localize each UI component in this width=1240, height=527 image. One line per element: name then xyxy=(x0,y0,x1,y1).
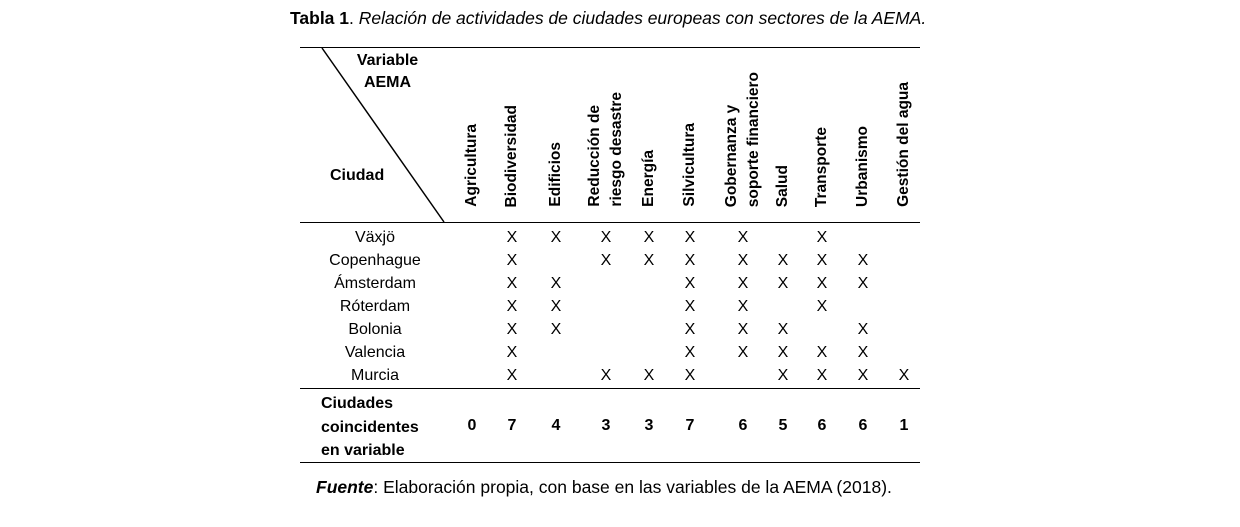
cell-mark: X xyxy=(898,367,910,384)
cell-mark: X xyxy=(506,367,518,384)
column-header: Edificios xyxy=(547,142,564,207)
cell-mark: X xyxy=(506,321,518,338)
column-header: Urbanismo xyxy=(854,126,871,207)
table-source xyxy=(316,477,892,498)
cell-mark: X xyxy=(737,321,749,338)
cell-mark: X xyxy=(684,321,696,338)
total-value: 5 xyxy=(778,417,788,434)
total-value: 0 xyxy=(467,417,477,434)
total-value: 6 xyxy=(858,417,868,434)
cell-mark: X xyxy=(816,275,828,292)
cell-mark: X xyxy=(550,298,562,315)
cell-mark: X xyxy=(857,367,869,384)
row-city-name: Ámsterdam xyxy=(334,275,416,292)
column-header: Gestión del agua xyxy=(895,82,912,207)
cell-mark: X xyxy=(550,229,562,246)
row-city-name: Murcia xyxy=(350,367,399,384)
column-header: Silvicultura xyxy=(681,123,698,207)
cell-mark: X xyxy=(777,344,789,361)
column-header: Gobernanza y soporte financiero xyxy=(723,71,762,207)
city-header: Ciudad xyxy=(330,167,385,184)
total-value: 4 xyxy=(551,417,561,434)
column-header: Transporte xyxy=(813,126,830,207)
cell-mark: X xyxy=(737,252,749,269)
total-value: 1 xyxy=(899,417,909,434)
cell-mark: X xyxy=(777,252,789,269)
row-city-name: Róterdam xyxy=(339,298,411,315)
row-city-name: Valencia xyxy=(344,344,406,361)
cell-mark: X xyxy=(643,229,655,246)
cell-mark: X xyxy=(600,229,612,246)
total-value: 6 xyxy=(817,417,827,434)
total-value: 3 xyxy=(644,417,654,434)
row-city-name: Växjö xyxy=(354,229,396,246)
row-city-name: Bolonia xyxy=(348,321,402,338)
source-label: Fuente xyxy=(316,477,374,497)
cell-mark: X xyxy=(816,229,828,246)
cell-mark: X xyxy=(777,367,789,384)
cell-mark: X xyxy=(737,298,749,315)
table-number: Tabla 1 xyxy=(290,8,350,28)
cell-mark: X xyxy=(737,229,749,246)
cell-mark: X xyxy=(857,344,869,361)
cell-mark: X xyxy=(816,367,828,384)
cell-mark: X xyxy=(506,344,518,361)
cell-mark: X xyxy=(506,298,518,315)
total-value: 3 xyxy=(601,417,611,434)
cell-mark: X xyxy=(600,367,612,384)
cell-mark: X xyxy=(550,275,562,292)
cell-mark: X xyxy=(857,275,869,292)
cell-mark: X xyxy=(506,275,518,292)
cell-mark: X xyxy=(506,252,518,269)
cell-mark: X xyxy=(643,367,655,384)
cell-mark: X xyxy=(816,344,828,361)
cell-mark: X xyxy=(684,229,696,246)
cell-mark: X xyxy=(777,275,789,292)
caption-separator: . xyxy=(349,8,359,28)
cell-mark: X xyxy=(737,275,749,292)
cell-mark: X xyxy=(684,275,696,292)
total-value: 6 xyxy=(738,417,748,434)
cell-mark: X xyxy=(506,229,518,246)
table-title: Relación de actividades de ciudades europeas con sectores de la AEMA. xyxy=(358,8,927,28)
column-header: Reducción de riesgo desastre xyxy=(586,92,625,207)
cell-mark: X xyxy=(857,321,869,338)
cell-mark: X xyxy=(816,298,828,315)
cell-mark: X xyxy=(857,252,869,269)
total-value: 7 xyxy=(507,417,517,434)
column-header: Energía xyxy=(640,150,657,207)
cell-mark: X xyxy=(684,298,696,315)
cell-mark: X xyxy=(684,367,696,384)
cell-mark: X xyxy=(777,321,789,338)
cell-mark: X xyxy=(816,252,828,269)
variable-header: Variable AEMA xyxy=(356,52,419,91)
column-header: Agricultura xyxy=(463,124,480,207)
cell-mark: X xyxy=(600,252,612,269)
cell-mark: X xyxy=(684,252,696,269)
cell-mark: X xyxy=(684,344,696,361)
cell-mark: X xyxy=(737,344,749,361)
cell-mark: X xyxy=(550,321,562,338)
column-header: Biodiversidad xyxy=(503,104,520,207)
totals-label: Ciudades coincidentes en variable xyxy=(321,395,419,459)
total-value: 7 xyxy=(685,417,695,434)
source-text: : Elaboración propia, con base en las variables de la AEMA (2018). xyxy=(373,477,892,497)
row-city-name: Copenhague xyxy=(329,252,421,269)
column-header: Salud xyxy=(774,164,791,207)
cell-mark: X xyxy=(643,252,655,269)
